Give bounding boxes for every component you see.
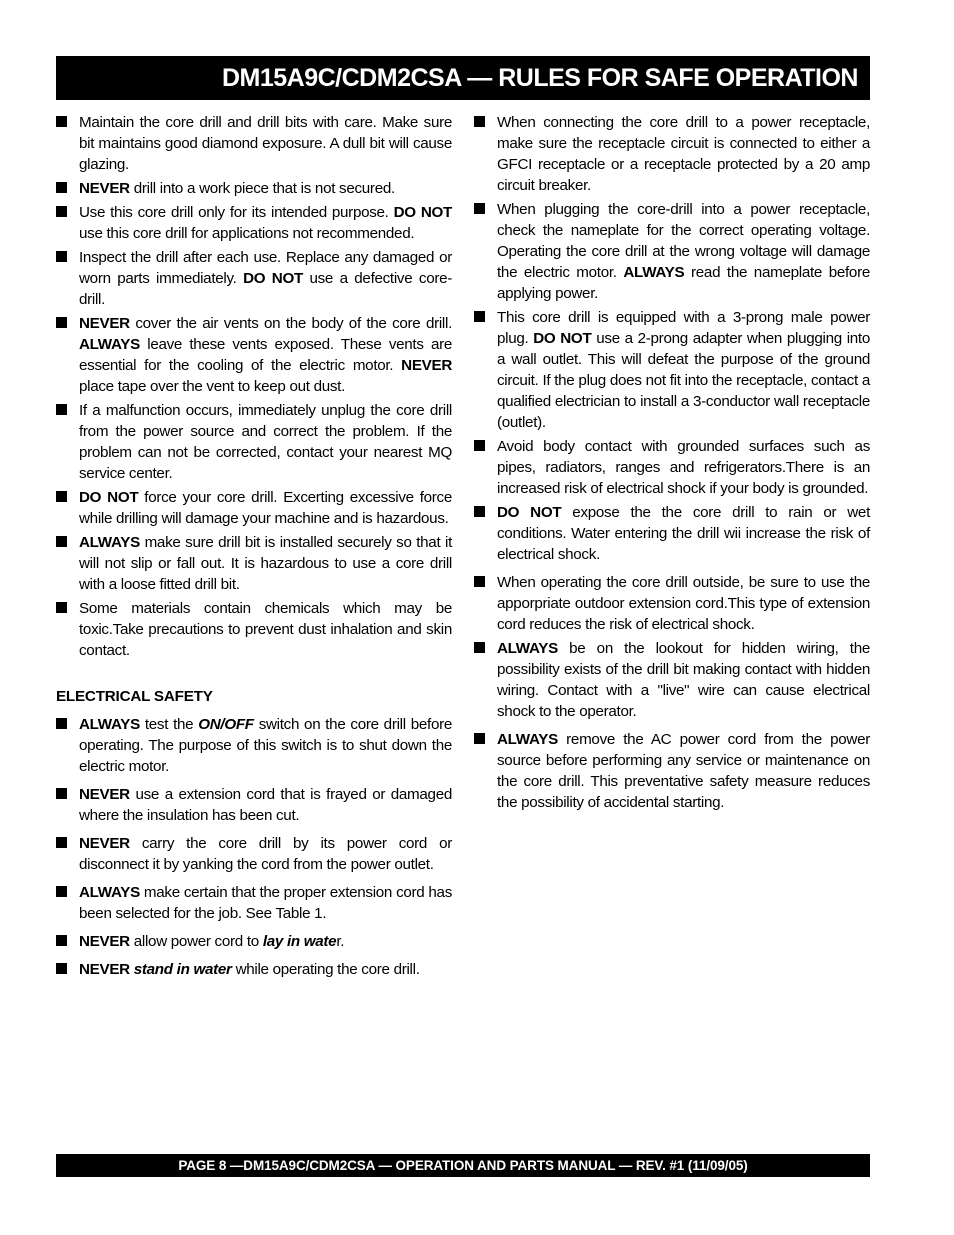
list-item: ALWAYS be on the lookout for hidden wiring, the possibility exists of the drill bit making contact with hidden wiring. Contact with a "live" wire can cause electrical shock to the operator.	[474, 638, 870, 722]
square-bullet-icon	[56, 116, 67, 127]
square-bullet-icon	[56, 491, 67, 502]
list-item: ALWAYS test the ON/OFF switch on the core drill before operating. The purpose of this switch is to shut down the electric motor.	[56, 714, 452, 777]
list-item: NEVER carry the core drill by its power cord or disconnect it by yanking the cord from the power outlet.	[56, 833, 452, 875]
square-bullet-icon	[56, 602, 67, 613]
square-bullet-icon	[56, 317, 67, 328]
square-bullet-icon	[56, 963, 67, 974]
list-item: When operating the core drill outside, be sure to use the apporpriate outdoor extension cord.This type of extension cord reduces the risk of electrical shock.	[474, 572, 870, 635]
list-item: ALWAYS make certain that the proper extension cord has been selected for the job. See Table 1.	[56, 882, 452, 924]
square-bullet-icon	[56, 718, 67, 729]
right-column	[474, 112, 870, 816]
list-item: ALWAYS remove the AC power cord from the power source before performing any service or maintenance on the core drill. This preventative safety measure reduces the possibility of accidental starting.	[474, 729, 870, 813]
list-item: NEVER use a extension cord that is frayed or damaged where the insulation has been cut.	[56, 784, 452, 826]
square-bullet-icon	[56, 837, 67, 848]
page-footer: PAGE 8 —DM15A9C/CDM2CSA — OPERATION AND PARTS MANUAL — REV. #1 (11/09/05)	[56, 1154, 870, 1177]
square-bullet-icon	[474, 311, 485, 322]
list-item: When plugging the core-drill into a power receptacle, check the nameplate for the correct operating voltage. Operating the core drill at the wrong voltage will damage the electric motor. ALWAYS read the nameplate before applying power.	[474, 199, 870, 304]
list-item: NEVER stand in water while operating the core drill.	[56, 959, 452, 980]
square-bullet-icon	[474, 733, 485, 744]
list-item: Avoid body contact with grounded surfaces such as pipes, radiators, ranges and refrigerators.There is an increased risk of electrical shock if your body is grounded.	[474, 436, 870, 499]
square-bullet-icon	[56, 886, 67, 897]
section-heading: ELECTRICAL SAFETY	[56, 688, 213, 705]
square-bullet-icon	[56, 935, 67, 946]
square-bullet-icon	[474, 203, 485, 214]
list-item: NEVER allow power cord to lay in water.	[56, 931, 452, 952]
square-bullet-icon	[474, 576, 485, 587]
square-bullet-icon	[56, 206, 67, 217]
square-bullet-icon	[56, 536, 67, 547]
square-bullet-icon	[474, 440, 485, 451]
list-item: Some materials contain chemicals which may be toxic.Take precautions to prevent dust inhalation and skin contact.	[56, 598, 452, 661]
square-bullet-icon	[474, 506, 485, 517]
list-item: Inspect the drill after each use. Replace any damaged or worn parts immediately. DO NOT use a defective core-drill.	[56, 247, 452, 310]
square-bullet-icon	[56, 788, 67, 799]
page-title: DM15A9C/CDM2CSA — RULES FOR SAFE OPERATION	[56, 56, 870, 100]
list-item: DO NOT force your core drill. Excerting excessive force while drilling will damage your machine and is hazardous.	[56, 487, 452, 529]
square-bullet-icon	[56, 182, 67, 193]
list-item: ALWAYS make sure drill bit is installed securely so that it will not slip or fall out. It is hazardous to use a core drill with a loose fitted drill bit.	[56, 532, 452, 595]
list-item: Maintain the core drill and drill bits with care. Make sure bit maintains good diamond exposure. A dull bit will cause glazing.	[56, 112, 452, 175]
square-bullet-icon	[474, 116, 485, 127]
left-column	[56, 112, 452, 987]
list-item: This core drill is equipped with a 3-prong male power plug. DO NOT use a 2-prong adapter when plugging into a wall outlet. This will defeat the purpose of the ground circuit. If the plug does not fit into the receptacle, contact a qualified electrician to install a 3-conductor wall receptacle (outlet).	[474, 307, 870, 433]
square-bullet-icon	[474, 642, 485, 653]
list-item: NEVER cover the air vents on the body of the core drill. ALWAYS leave these vents exposed. These vents are essential for the cooling of the electric motor. NEVER place tape over the vent to keep out dust.	[56, 313, 452, 397]
list-item: When connecting the core drill to a power receptacle, make sure the receptacle circuit is connected to either a GFCI receptacle or a receptacle protected by a 20 amp circuit breaker.	[474, 112, 870, 196]
list-item: NEVER drill into a work piece that is not secured.	[56, 178, 452, 199]
list-item: If a malfunction occurs, immediately unplug the core drill from the power source and correct the problem. If the problem can not be corrected, contact your nearest MQ service center.	[56, 400, 452, 484]
list-item: Use this core drill only for its intended purpose. DO NOT use this core drill for applications not recommended.	[56, 202, 452, 244]
list-item: DO NOT expose the the core drill to rain or wet conditions. Water entering the drill wii increase the risk of electrical shock.	[474, 502, 870, 565]
square-bullet-icon	[56, 404, 67, 415]
square-bullet-icon	[56, 251, 67, 262]
